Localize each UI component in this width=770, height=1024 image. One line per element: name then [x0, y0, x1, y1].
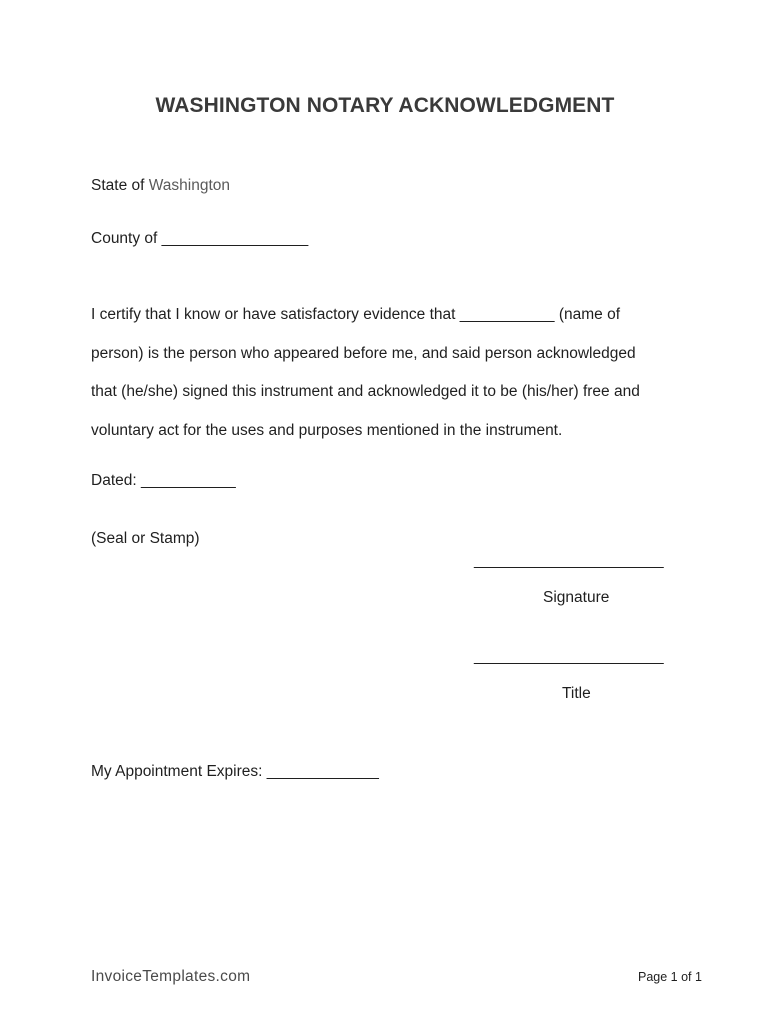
county-line: County of _________________ — [91, 230, 309, 247]
certification-line-3: that (he/she) signed this instrument and acknowledged it to be (his/her) free and — [91, 383, 640, 400]
certification-line-1: I certify that I know or have satisfactory evidence that ___________ (name of — [91, 306, 621, 323]
state-label: State of — [91, 177, 149, 194]
signature-line: ______________________ — [474, 552, 664, 569]
certification-line-2: person) is the person who appeared before me, and said person acknowledged — [91, 344, 636, 362]
state-line — [91, 177, 230, 195]
footer-source: InvoiceTemplates.com — [91, 968, 251, 985]
seal-label: (Seal or Stamp) — [91, 530, 200, 547]
page-number: Page 1 of 1 — [638, 970, 702, 984]
title-label: Title — [562, 685, 591, 702]
document-title: WASHINGTON NOTARY ACKNOWLEDGMENT — [155, 94, 615, 117]
signature-label: Signature — [543, 589, 610, 606]
dated-line: Dated: ___________ — [91, 472, 236, 489]
certification-paragraph — [91, 296, 691, 450]
state-value: Washington — [148, 177, 231, 194]
appointment-expires-line: My Appointment Expires: _____________ — [91, 763, 379, 780]
certification-line-4: voluntary act for the uses and purposes mentioned in the instrument. — [91, 421, 563, 439]
title-line: ______________________ — [474, 648, 664, 665]
